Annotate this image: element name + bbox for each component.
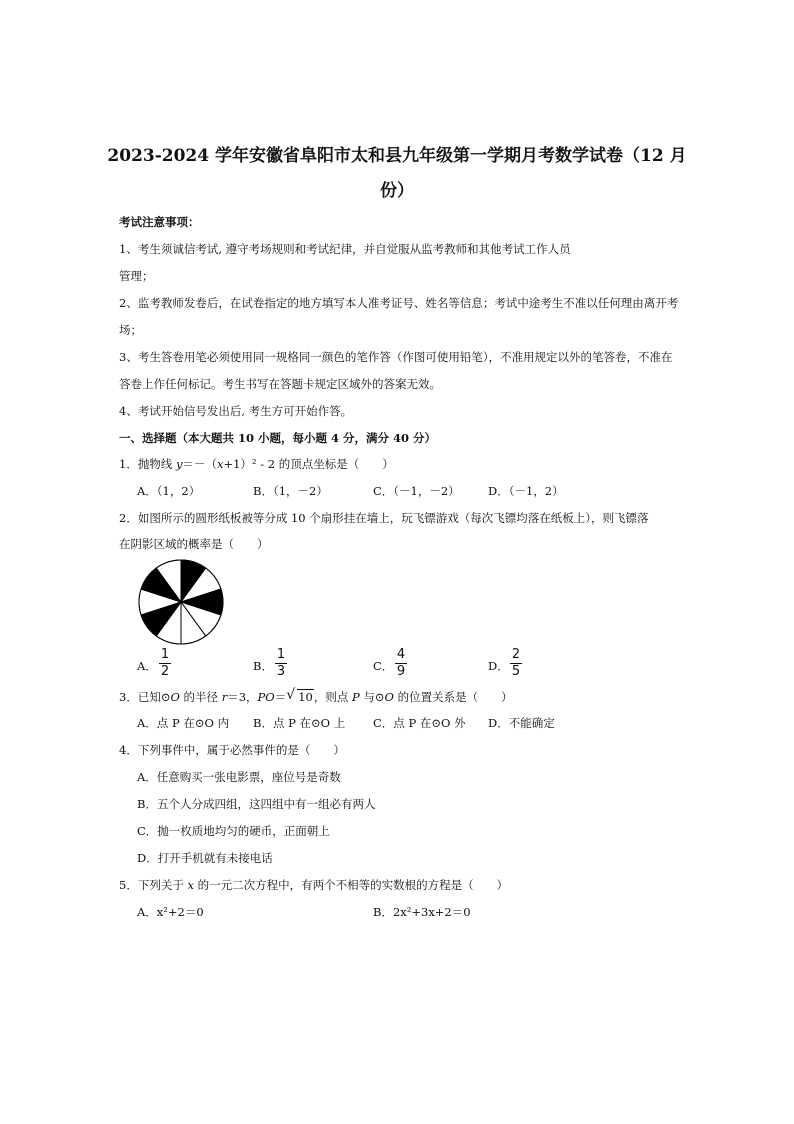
- question-2-stem-line2: 在阴影区域的概率是（ ）: [119, 537, 269, 551]
- q3-option-c[interactable]: C．点 P 在⊙O 外: [373, 716, 466, 730]
- sqrt-expression: √ 10: [286, 687, 313, 704]
- q1-option-c[interactable]: C．（－1，－2）: [373, 484, 460, 498]
- question-2-stem-line1: 2．如图所示的圆形纸板被等分成 10 个扇形挂在墙上，玩飞镖游戏（每次飞镖均落在纸板上），则飞镖落: [119, 511, 649, 525]
- q1-option-d[interactable]: D．（－1，2）: [488, 484, 564, 498]
- note-line-1: 1、考生须诚信考试, 遵守考场规则和考试纪律，并自觉服从监考教师和其他考试工作人员: [119, 242, 571, 256]
- note-line-4: 场；: [119, 323, 142, 337]
- q3-option-b[interactable]: B．点 P 在⊙O 上: [253, 716, 346, 730]
- q3-option-a[interactable]: A．点 P 在⊙O 内: [137, 716, 230, 730]
- q1-option-b[interactable]: B．（1，－2）: [253, 484, 328, 498]
- q4-option-d[interactable]: D．打开手机就有未接电话: [137, 851, 273, 865]
- note-line-2: 管理；: [119, 269, 154, 283]
- question-1-stem: 1．抛物线 y＝－（x+1）² - 2 的顶点坐标是（ ）: [119, 457, 394, 471]
- section-heading: 一、选择题（本大题共 10 小题，每小题 4 分，满分 40 分）: [119, 431, 437, 445]
- note-line-7: 4、考试开始信号发出后, 考生方可开始作答。: [119, 404, 353, 418]
- q3-option-d[interactable]: D．不能确定: [488, 716, 555, 730]
- q1-option-a[interactable]: A．（1，2）: [137, 484, 201, 498]
- dartboard-figure: [137, 558, 225, 646]
- q4-option-a[interactable]: A．任意购买一张电影票，座位号是奇数: [137, 770, 341, 784]
- notes-heading: 考试注意事项：: [119, 215, 200, 229]
- question-5-stem: 5．下列关于 x 的一元二次方程中，有两个不相等的实数根的方程是（ ）: [119, 878, 509, 892]
- question-3-stem: 3．已知⊙O 的半径 r＝3，PO＝ √ 10，则点 P 与⊙O 的位置关系是（ ）: [119, 687, 513, 704]
- note-line-6: 答卷上作任何标记。考生书写在答题卡规定区域外的答案无效。: [119, 377, 441, 391]
- q5-option-a[interactable]: A．x²+2＝0: [137, 905, 204, 919]
- note-line-3: 2、监考教师发卷后，在试卷指定的地方填写本人准考证号、姓名等信息；考试中途考生不准以任何理由离开考: [119, 296, 679, 310]
- q4-option-c[interactable]: C．抛一枚质地均匀的硬币，正面朝上: [137, 824, 330, 838]
- exam-title-line1: 2023-2024 学年安徽省阜阳市太和县九年级第一学期月考数学试卷（12 月: [107, 146, 687, 166]
- question-4-stem: 4．下列事件中，属于必然事件的是（ ）: [119, 743, 345, 757]
- exam-title-line2: 份）: [380, 181, 414, 201]
- note-line-5: 3、考生答卷用笔必须使用同一规格同一颜色的笔作答（作图可使用铅笔），不准用规定以外的笔答卷，不准在: [119, 350, 673, 364]
- q4-option-b[interactable]: B．五个人分成四组，这四组中有一组必有两人: [137, 797, 376, 811]
- q5-option-b[interactable]: B．2x²+3x+2＝0: [373, 905, 471, 919]
